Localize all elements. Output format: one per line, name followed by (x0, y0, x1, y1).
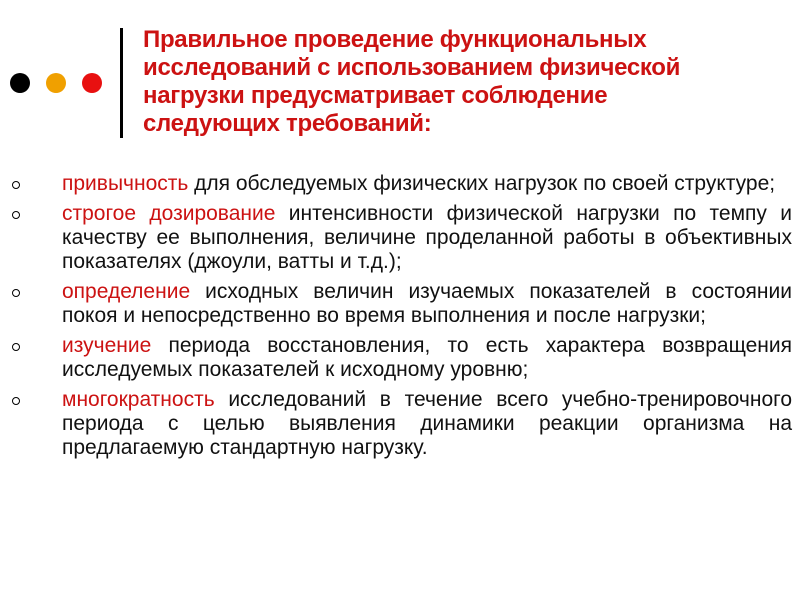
item-text: исходных величин изучаемых показателей в состоянии покоя и непосредственно во время выполнения и после нагрузки; (62, 280, 792, 327)
item-text: исследований в течение всего учебно-тренировочного периода с целью выявления динамики реакции организма на предлагаемую стандартную нагрузку. (62, 388, 792, 459)
vertical-divider (120, 28, 123, 138)
list-item (12, 202, 792, 274)
orange-dot-icon (46, 73, 66, 93)
bullet-circle-icon (12, 289, 20, 297)
item-highlight: привычность (62, 172, 189, 195)
title-line: исследований с использованием физической (143, 54, 681, 81)
item-highlight: определение (62, 280, 191, 303)
item-text: для обследуемых физических нагрузок по своей структуре; (188, 172, 776, 195)
item-text: интенсивности физической нагрузки по темпу и качеству ее выполнения, величине проделанной работы в объективных показателях (джоули, ватты и т.д.); (62, 202, 792, 273)
decorative-dots (10, 73, 105, 95)
slide-title (143, 26, 783, 138)
bullet-circle-icon (12, 343, 20, 351)
black-dot-icon (10, 73, 30, 93)
list-item (12, 388, 792, 460)
list-item (12, 280, 792, 328)
item-highlight: многократность (62, 388, 215, 411)
bullet-circle-icon (12, 397, 20, 405)
list-item (12, 172, 792, 196)
red-dot-icon (82, 73, 102, 93)
title-line: нагрузки предусматривает соблюдение (143, 82, 608, 109)
title-line: Правильное проведение функциональных (143, 26, 647, 53)
item-highlight: строгое дозирование (62, 202, 276, 225)
bullet-circle-icon (12, 181, 20, 189)
item-text: периода восстановления, то есть характера возвращения исследуемых показателей к исходному уровню; (62, 334, 792, 381)
title-line: следующих требований: (143, 110, 432, 137)
item-highlight: изучение (62, 334, 152, 357)
bullet-circle-icon (12, 211, 20, 219)
requirements-list (12, 172, 792, 466)
list-item (12, 334, 792, 382)
